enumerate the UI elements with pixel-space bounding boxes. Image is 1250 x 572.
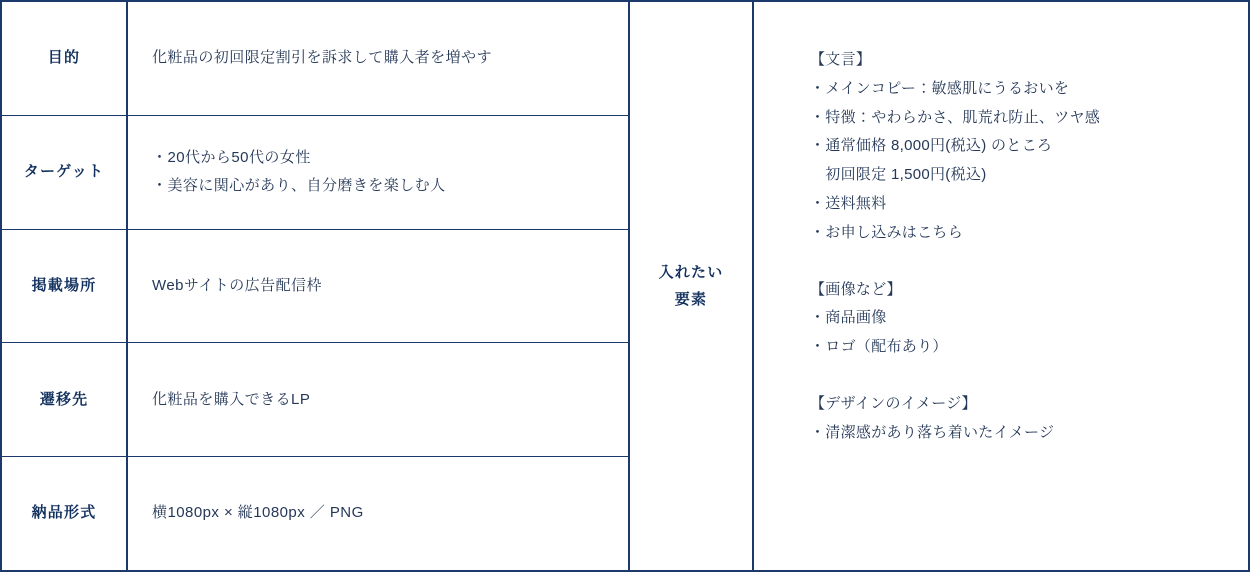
elements-block-heading: 【画像など】 — [810, 280, 902, 298]
spec-label-delivery-format: 納品形式 — [2, 457, 128, 570]
spec-label-purpose: 目的 — [2, 2, 128, 115]
spec-value-target — [128, 116, 628, 229]
elements-block-item: ・通常価格 8,000円(税込) のところ — [810, 137, 1053, 155]
spec-value-placement — [128, 230, 628, 343]
spec-value-line: 化粧品を購入できるLP — [152, 390, 311, 408]
table-row — [2, 343, 628, 457]
spec-value-delivery-format — [128, 457, 628, 570]
elements-block-item: ・メインコピー：敏感肌にうるおいを — [810, 79, 1070, 97]
elements-block-item: ・特徴：やわらかさ、肌荒れ防止、ツヤ感 — [810, 108, 1101, 126]
spec-label-elements — [628, 2, 754, 570]
elements-block-copy — [810, 46, 1248, 248]
spec-value-line: 横1080px × 縦1080px ／ PNG — [152, 504, 364, 522]
spec-value-line: Webサイトの広告配信枠 — [152, 276, 322, 294]
elements-block-heading: 【文言】 — [810, 51, 872, 68]
spec-value-line: ・20代から50代の女性 — [152, 148, 311, 166]
spec-value-line: 化粧品の初回限定割引を訴求して購入者を増やす — [152, 49, 492, 67]
spec-label-target: ターゲット — [2, 116, 128, 229]
table-row — [2, 2, 628, 116]
table-row — [2, 116, 628, 230]
elements-block-item: ・商品画像 — [810, 309, 887, 327]
spec-label-elements-line: 入れたい — [658, 264, 724, 281]
elements-block-item: ・送料無料 — [810, 194, 887, 212]
elements-block-item: 初回限定 1,500円(税込) — [810, 166, 987, 184]
spec-value-line: ・美容に関心があり、自分磨きを楽しむ人 — [152, 177, 446, 195]
elements-block-item: ・清潔感があり落ち着いたイメージ — [810, 423, 1055, 441]
elements-block-images — [810, 276, 1248, 362]
spec-table — [2, 2, 628, 570]
elements-block-item: ・お申し込みはこちら — [810, 223, 964, 241]
block-spacer — [810, 248, 1248, 276]
elements-block-item: ・ロゴ（配布あり） — [810, 338, 948, 356]
spec-value-purpose — [128, 2, 628, 115]
elements-block-heading: 【デザインのイメージ】 — [810, 394, 977, 412]
elements-block-design-image — [810, 390, 1248, 448]
spec-label-elements-line: 要素 — [674, 291, 708, 308]
table-row — [2, 457, 628, 570]
spec-label-placement: 掲載場所 — [2, 230, 128, 343]
spec-label-destination: 遷移先 — [2, 343, 128, 456]
elements-content — [754, 2, 1248, 570]
table-row — [2, 230, 628, 344]
spec-value-destination — [128, 343, 628, 456]
block-spacer — [810, 362, 1248, 390]
